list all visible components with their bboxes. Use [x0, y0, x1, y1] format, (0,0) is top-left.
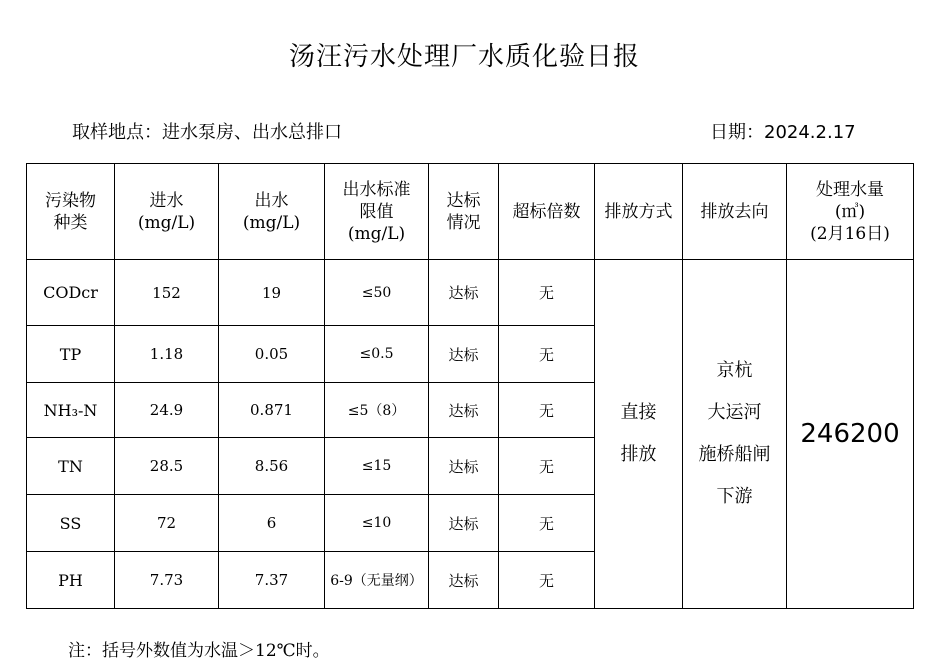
limit-value: ≤50: [325, 260, 429, 326]
limit-value: ≤15: [325, 438, 429, 495]
outflow-value: 0.05: [219, 326, 325, 383]
status-value: 达标: [429, 438, 499, 495]
inflow-value: 72: [115, 495, 219, 552]
limit-value: ≤5（8）: [325, 383, 429, 438]
outflow-value: 7.37: [219, 552, 325, 609]
outflow-value: 6: [219, 495, 325, 552]
header-exceed: 超标倍数: [499, 164, 595, 260]
exceed-value: 无: [499, 495, 595, 552]
outflow-value: 19: [219, 260, 325, 326]
footnote: 注：括号外数值为水温＞12℃时。: [68, 641, 330, 661]
pollutant-name: TN: [27, 438, 115, 495]
header-discharge-method: 排放方式: [595, 164, 683, 260]
limit-value: ≤10: [325, 495, 429, 552]
exceed-value: 无: [499, 260, 595, 326]
pollutant-name: TP: [27, 326, 115, 383]
sampling-location: 取样地点：进水泵房、出水总排口: [72, 122, 342, 143]
header-treated-volume: 处理水量 (㎥) (2月16日): [787, 164, 914, 260]
pollutant-name: NH₃-N: [27, 383, 115, 438]
status-value: 达标: [429, 552, 499, 609]
discharge-destination: 京杭 大运河 施桥船闸 下游: [683, 260, 787, 609]
pollutant-name: CODcr: [27, 260, 115, 326]
treated-volume: 246200: [787, 260, 914, 609]
header-discharge-destination: 排放去向: [683, 164, 787, 260]
limit-value: 6-9（无量纲）: [325, 552, 429, 609]
exceed-value: 无: [499, 552, 595, 609]
exceed-value: 无: [499, 438, 595, 495]
pollutant-name: SS: [27, 495, 115, 552]
outflow-value: 8.56: [219, 438, 325, 495]
exceed-value: 无: [499, 326, 595, 383]
inflow-value: 24.9: [115, 383, 219, 438]
limit-value: ≤0.5: [325, 326, 429, 383]
header-limit: 出水标准 限值 (mg/L): [325, 164, 429, 260]
page-title: 汤汪污水处理厂水质化验日报: [288, 42, 640, 72]
inflow-value: 1.18: [115, 326, 219, 383]
status-value: 达标: [429, 260, 499, 326]
exceed-value: 无: [499, 383, 595, 438]
inflow-value: 152: [115, 260, 219, 326]
status-value: 达标: [429, 495, 499, 552]
inflow-value: 7.73: [115, 552, 219, 609]
table-header-row: [27, 164, 914, 260]
status-value: 达标: [429, 383, 499, 438]
table-row: [27, 260, 914, 326]
header-status: 达标 情况: [429, 164, 499, 260]
header-inflow: 进水 (mg/L): [115, 164, 219, 260]
discharge-method: 直接 排放: [595, 260, 683, 609]
report-date: 日期：2024.2.17: [710, 122, 856, 143]
water-quality-table: [26, 163, 914, 609]
header-pollutant: 污染物 种类: [27, 164, 115, 260]
status-value: 达标: [429, 326, 499, 383]
outflow-value: 0.871: [219, 383, 325, 438]
inflow-value: 28.5: [115, 438, 219, 495]
header-outflow: 出水 (mg/L): [219, 164, 325, 260]
pollutant-name: PH: [27, 552, 115, 609]
